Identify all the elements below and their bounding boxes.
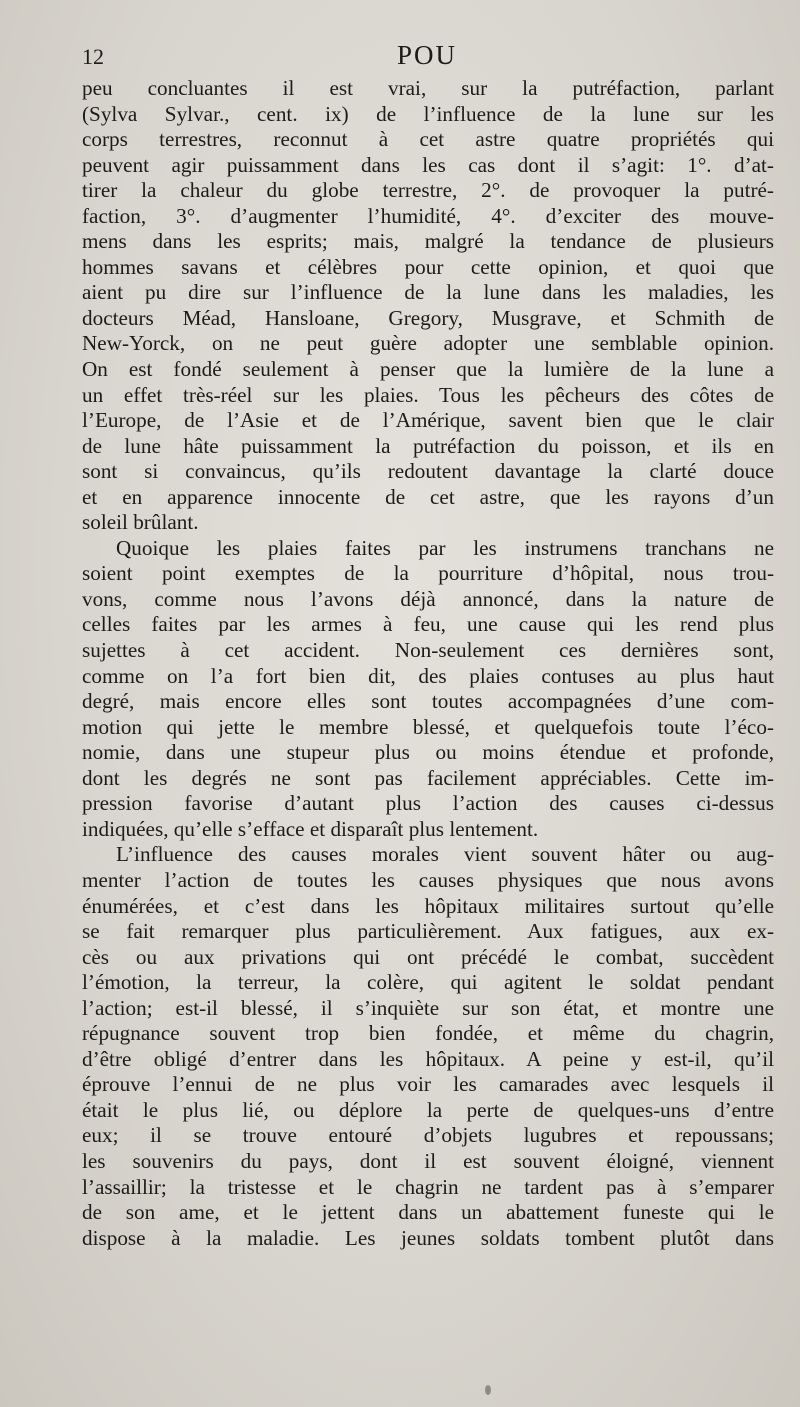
text-line: celles faites par les armes à feu, une cause qui les rend plus	[82, 612, 774, 637]
text-line: menter l’action de toutes les causes physiques que nous avons	[82, 867, 774, 892]
text-line: l’assaillir; la tristesse et le chagrin ne tardent pas à s’emparer	[82, 1174, 774, 1199]
text-line: sont si convaincus, qu’ils redoutent davantage la clarté douce	[82, 459, 774, 484]
text-line: aient pu dire sur l’influence de la lune dans les maladies, les	[82, 280, 774, 305]
text-line: cès ou aux privations qui ont précédé le combat, succèdent	[82, 944, 774, 969]
text-line: d’être obligé d’entrer dans les hôpitaux. A peine y est-il, qu’il	[82, 1046, 774, 1071]
text-line: sujettes à cet accident. Non-seulement ces dernières sont,	[82, 638, 774, 663]
text-line: vons, comme nous l’avons déjà annoncé, dans la nature de	[82, 586, 774, 611]
text-line: et en apparence innocente de cet astre, que les rayons d’un	[82, 484, 774, 509]
text-line: motion qui jette le membre blessé, et quelquefois toute l’éco-	[82, 714, 774, 739]
text-line: degré, mais encore elles sont toutes accompagnées d’une com-	[82, 689, 774, 714]
running-head	[82, 40, 772, 80]
text-line: pression favorise d’autant plus l’action des causes ci-dessus	[82, 791, 774, 816]
text-line: eux; il se trouve entouré d’objets lugubres et repoussans;	[82, 1123, 774, 1148]
text-line: peu concluantes il est vrai, sur la putréfaction, parlant	[82, 76, 774, 100]
text-line: éprouve l’ennui de ne plus voir les camarades avec lesquels il	[82, 1072, 774, 1097]
body-text	[82, 76, 774, 1251]
text-line: l’émotion, la terreur, la colère, qui agitent le soldat pendant	[82, 970, 774, 995]
text-line: énumérées, et c’est dans les hôpitaux militaires surtout qu’elle	[82, 893, 774, 918]
text-line: L’influence des causes morales vient souvent hâter ou aug-	[116, 842, 774, 867]
text-line: tirer la chaleur du globe terrestre, 2°. de provoquer la putré-	[82, 178, 774, 203]
text-line: de lune hâte puissamment la putréfaction du poisson, et ils en	[82, 433, 774, 458]
text-line: dont les degrés ne sont pas facilement appréciables. Cette im-	[82, 765, 774, 790]
text-line: On est fondé seulement à penser que la lumière de la lune a	[82, 357, 774, 382]
text-line: se fait remarquer plus particulièrement. Aux fatigues, aux ex-	[82, 919, 774, 944]
text-line: soient point exemptes de la pourriture d’hôpital, nous trou-	[82, 561, 774, 586]
text-line: répugnance souvent trop bien fondée, et même du chagrin,	[82, 1021, 774, 1046]
text-line: Quoique les plaies faites par les instrumens tranchans ne	[116, 535, 774, 560]
text-line: comme on l’a fort bien dit, des plaies contuses au plus haut	[82, 663, 774, 688]
running-title: POU	[396, 40, 457, 70]
text-line: nomie, dans une stupeur plus ou moins étendue et profonde,	[82, 740, 774, 765]
text-line: hommes savans et célèbres pour cette opinion, et quoi que	[82, 254, 774, 279]
text-line: l’action; est-il blessé, il s’inquiète sur son état, et montre une	[82, 995, 774, 1020]
text-line: dispose à la maladie. Les jeunes soldats tombent plutôt dans	[82, 1225, 774, 1250]
text-line: l’Europe, de l’Asie et de l’Amérique, savent bien que le clair	[82, 408, 774, 433]
ink-speck	[485, 1385, 491, 1395]
text-line: faction, 3°. d’augmenter l’humidité, 4°. d’exciter des mouve-	[82, 203, 774, 228]
text-line: docteurs Méad, Hansloane, Gregory, Musgrave, et Schmith de	[82, 305, 774, 330]
text-line: (Sylva Sylvar., cent. ix) de l’influence de la lune sur les	[82, 101, 774, 126]
page-number: 12	[82, 44, 104, 69]
text-line: New-Yorck, on ne peut guère adopter une semblable opinion.	[82, 331, 774, 356]
text-line: les souvenirs du pays, dont il est souvent éloigné, viennent	[82, 1148, 774, 1173]
text-line: peuvent agir puissamment dans les cas dont il s’agit: 1°. d’at-	[82, 152, 774, 177]
text-line: mens dans les esprits; mais, malgré la tendance de plusieurs	[82, 229, 774, 254]
text-line: corps terrestres, reconnut à cet astre quatre propriétés qui	[82, 127, 774, 152]
text-line: était le plus lié, ou déplore la perte de quelques-uns d’entre	[82, 1097, 774, 1122]
text-line: de son ame, et le jettent dans un abattement funeste qui le	[82, 1200, 774, 1225]
text-line: un effet très-réel sur les plaies. Tous les pêcheurs des côtes de	[82, 382, 774, 407]
text-line: soleil brûlant.	[82, 510, 199, 535]
text-line: indiquées, qu’elle s’efface et disparaît plus lentement.	[82, 816, 539, 841]
